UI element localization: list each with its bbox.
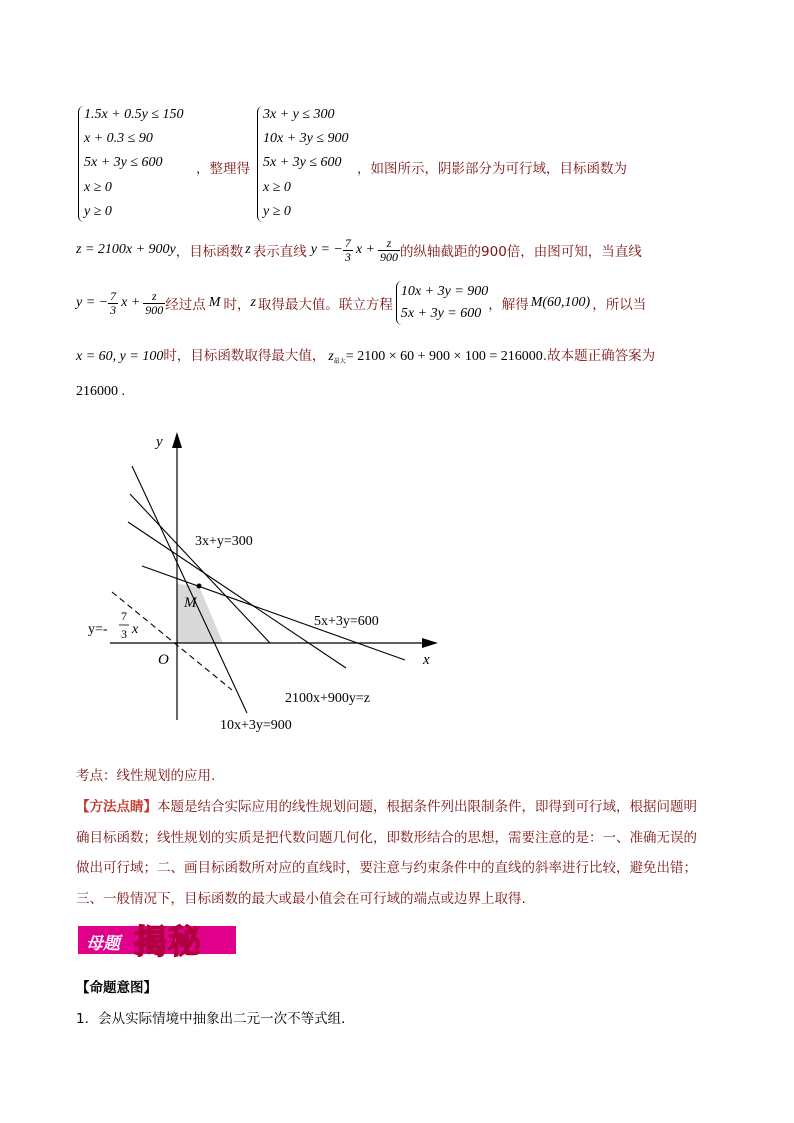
text-segment: ，所以当 [592,297,647,313]
max-value-expression: = 2100 × 60 + 900 × 100 = 216000 [345,349,543,364]
label-10x-3y-900: 10x+3y=900 [220,718,292,733]
system-1-line: y ≥ 0 [84,204,112,219]
method-line: 三、一般情况下，目标函数的最大或最小值会在可行域的端点或边界上取得. [76,890,526,907]
frac-num: 7 [344,235,351,250]
text-segment: ，目标函数 [175,244,244,260]
text-line-2 [76,230,642,270]
connector-text-2: ，如图所示，阴影部分为可行域，目标函数为 [357,161,627,177]
intent-item-1: 1．会从实际情境中抽象出二元一次不等式组． [76,1011,355,1027]
kaodian: 考点：线性规划的应用. [76,768,216,784]
solution-point: M(60,100) [530,295,591,310]
x-axis-label: x [423,652,430,668]
label-dashed-den: 3 [121,627,127,641]
system-1-line: x ≥ 0 [84,180,112,195]
solve-system-line: 10x + 3y = 900 [400,284,489,299]
var-z: z [250,295,256,310]
y-axis-arrow [172,432,182,448]
method-line: 做出可行域；二、画目标函数所对应的直线时，要注意与约束条件中的直线的斜率进行比较，避免出错； [76,860,697,876]
frac-den: 900 [145,302,164,317]
system-1-line: x + 0.3 ≤ 90 [84,131,153,146]
z-max: z [328,349,334,364]
text-segment: 经过点 [165,297,206,313]
text-line-4 [76,344,655,365]
frac-num: z [143,290,165,304]
system-1-line: 5x + 3y ≤ 600 [84,155,163,170]
frac-den: 3 [344,249,351,264]
system-2-line: x ≥ 0 [263,180,291,195]
label-dashed-x: x [132,622,139,637]
banner-text-1: 母题 [86,934,120,954]
method-line [76,791,726,823]
connector-text-1: ，整理得 [196,161,250,177]
system-2-line: y ≥ 0 [263,204,291,219]
frac-den: 900 [380,249,399,264]
intent-title: 【命题意图】 [76,980,157,996]
label-dashed-line-prefix: y=- [88,622,108,637]
line-equation-start: y = − [310,242,343,257]
label-5x-3y-600: 5x+3y=600 [314,614,379,629]
text-segment: 表示直线 [252,244,307,260]
fraction-seven-thirds [343,237,353,263]
solve-system [396,281,488,325]
text-segment: ，解得 [488,297,529,313]
line-equation-mid: x + [121,295,141,310]
fraction-z-900 [143,290,165,316]
method-title: 【方法点睛】 [76,799,157,815]
text-segment: 时， [223,297,251,313]
frac-num: 7 [110,288,117,303]
frac-den: 3 [110,302,117,317]
optimal-values: x = 60, y = 100 [76,349,164,364]
system-2-line: 5x + 3y ≤ 600 [263,155,342,170]
banner-text-2: 揭秘 [134,922,202,961]
system-2-line: 3x + y ≤ 300 [263,107,335,122]
var-z: z [245,242,251,257]
label-3x-y-300: 3x+y=300 [195,534,253,549]
text-line-3 [76,280,646,326]
solve-system-line: 5x + 3y = 600 [400,306,482,321]
method-paragraph [76,791,726,914]
method-line: 确目标函数；线性规划的实质是把代数问题几何化，即数形结合的思想，需要注意的是：一、准确无误的 [76,829,697,846]
line-equation-start: y = − [76,295,109,310]
fraction-seven-thirds [108,290,118,316]
label-2100x-900y-z: 2100x+900y=z [285,691,371,706]
z-max-subscript: 最大 [333,358,346,365]
feasible-region-graph [80,428,460,738]
answer-value: 216000 . [76,384,125,399]
objective-equation: z = 2100x + 900y [76,242,176,257]
frac-num: z [378,237,400,251]
fraction-z-900 [378,237,400,263]
method-text: 本题是结合实际应用的线性规划问题，根据条件列出限制条件，即得到可行域，根据问题明 [157,799,697,815]
text-segment: 时，目标函数取得最大值， [163,348,326,364]
origin-label: O [158,652,169,668]
y-axis-label: y [156,434,163,450]
system-2-line: 10x + 3y ≤ 900 [263,131,349,146]
point-m-marker [197,584,202,589]
text-segment: 的纵轴截距的900倍，由图可知，当直线 [400,244,642,260]
section-banner [78,922,236,961]
x-axis-arrow [422,638,438,648]
text-segment: 取得最大值。联立方程 [257,297,393,313]
point-m-label: M [184,595,197,611]
system-1-line: 1.5x + 0.5y ≤ 150 [84,107,184,122]
line-equation-mid: x + [355,242,376,257]
point-m: M [208,295,221,310]
label-dashed-num: 7 [121,609,127,623]
text-segment: .故本题正确答案为 [542,348,656,364]
